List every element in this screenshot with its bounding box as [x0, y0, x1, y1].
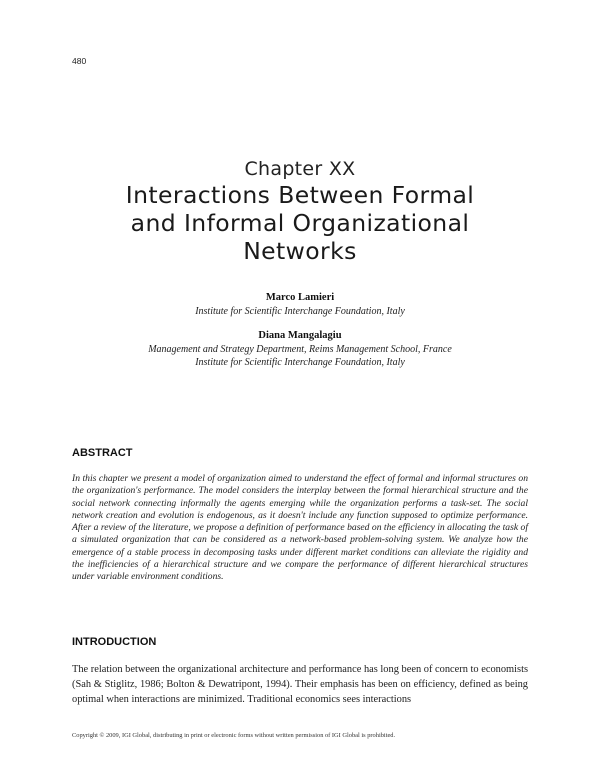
chapter-title-line: and Informal Organizational: [130, 209, 470, 237]
abstract-text: In this chapter we present a model of organization aimed to understand the effect of formal and informal structures on the organization's performance. The model considers the interplay between the formal hierarchical structure and the social network connecting informally the agents emerging while the organization performs a task-set. The social network creation and evolution is endogenous, as it doesn't include any function supposed to optimize performance. After a review of the literature, we propose a definition of performance based on the efficiency in allocating the task of a simulated organization that can be considered as a network-based problem-solving system. We analyze how the emergence of a stable process in decomposing tasks under different market conditions can alleviate the rigidity and the inefficiencies of a hierarchical structure and we compare the performance of different hierarchical structures under variable environment conditions.: [72, 473, 528, 583]
chapter-title: [60, 181, 540, 265]
abstract-heading: ABSTRACT: [72, 447, 133, 459]
author-affiliation: Institute for Scientific Interchange Foundation, Italy: [195, 357, 405, 368]
introduction-heading: INTRODUCTION: [72, 636, 157, 648]
author-name: Diana Mangalagiu: [258, 330, 342, 341]
author-affiliation: Management and Strategy Department, Reims Management School, France: [148, 344, 452, 355]
author-affiliation: Institute for Scientific Interchange Foundation, Italy: [195, 306, 405, 317]
author-name: Marco Lamieri: [265, 292, 335, 303]
chapter-title-line: Networks: [243, 237, 357, 265]
chapter-title-line: Interactions Between Formal: [125, 181, 475, 209]
chapter-label: Chapter XX: [244, 158, 356, 180]
introduction-text: The relation between the organizational architecture and performance has long been of concern to economists (Sah & Stiglitz, 1986; Bolton & Dewatripont, 1994). Their emphasis has been on efficiency, defined as being optimal when interactions are minimized. Traditional economics sees interactions: [72, 664, 528, 706]
page-number: 480: [72, 56, 87, 66]
copyright-footer: Copyright © 2009, IGI Global, distributing in print or electronic forms without written permission of IGI Global is prohibited.: [72, 732, 396, 739]
